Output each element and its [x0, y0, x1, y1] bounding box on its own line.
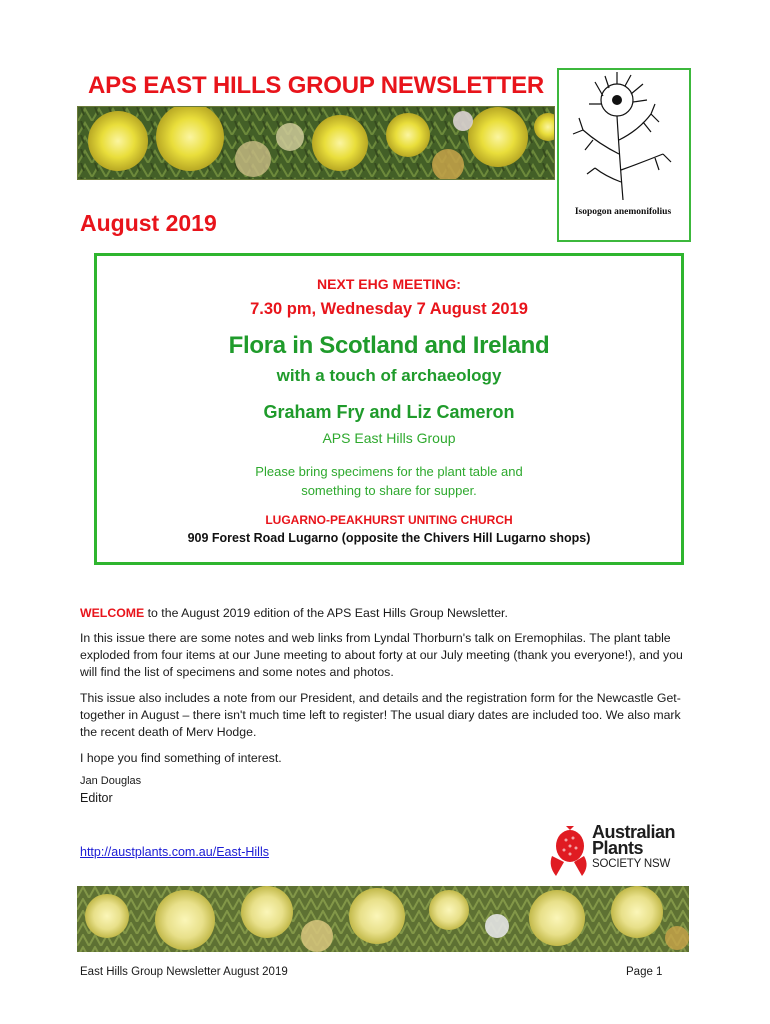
welcome-paragraph	[80, 605, 692, 622]
meeting-affiliation: APS East Hills Group	[322, 430, 456, 446]
meeting-label: NEXT EHG MEETING:	[317, 276, 461, 292]
flower-banner-bottom-image	[77, 886, 689, 952]
welcome-rest: to the August 2019 edition of the APS East Hills Group Newsletter.	[144, 606, 508, 620]
website-link[interactable]: http://austplants.com.au/East-Hills	[80, 845, 269, 859]
meeting-time: 7.30 pm, Wednesday 7 August 2019	[250, 300, 528, 318]
intro-paragraph: In this issue there are some notes and web links from Lyndal Thorburn's talk on Eremophilas. The plant table exploded from four items at our June meeting to about forty at our July meeting (thank you everyone!), and you will find the list of specimens and some notes and photos.	[80, 631, 683, 679]
meeting-address: 909 Forest Road Lugarno (opposite the Chivers Hill Lugarno shops)	[187, 531, 591, 545]
aps-line-1: Australian	[592, 822, 676, 842]
page-number: Page 1	[626, 966, 663, 978]
plant-caption: Isopogon anemonifolius	[574, 207, 672, 217]
meeting-subtopic: with a touch of archaeology	[276, 366, 502, 385]
meeting-request	[94, 462, 684, 500]
issue-date-heading: August 2019	[80, 210, 217, 236]
aps-line-3: SOCIETY NSW	[592, 858, 671, 870]
meeting-topic: Flora in Scotland and Ireland	[228, 332, 550, 359]
aps-line-2: Plants	[592, 838, 644, 858]
editor-role: Editor	[80, 791, 113, 805]
meeting-speakers: Graham Fry and Liz Cameron	[263, 402, 515, 422]
welcome-word: WELCOME	[80, 606, 145, 620]
footer-title: East Hills Group Newsletter August 2019	[80, 966, 288, 978]
meeting-request-text: Please bring specimens for the plant table and something to share for supper.	[255, 464, 523, 498]
contents-paragraph: This issue also includes a note from our President, and details and the registration form for the Newcastle Get-together in August – there isn't much time left to register! The usual diary dates are included too. We also mark the recent death of Merv Hodge.	[80, 691, 681, 739]
editor-name: Jan Douglas	[80, 775, 142, 787]
waratah-icon	[546, 826, 590, 878]
aps-nsw-wordmark	[592, 824, 675, 872]
meeting-venue: LUGARNO-PEAKHURST UNITING CHURCH	[265, 513, 513, 527]
closing-paragraph: I hope you find something of interest.	[80, 751, 282, 765]
newsletter-title: APS EAST HILLS GROUP NEWSLETTER	[88, 72, 545, 99]
flower-banner-image	[77, 106, 555, 180]
